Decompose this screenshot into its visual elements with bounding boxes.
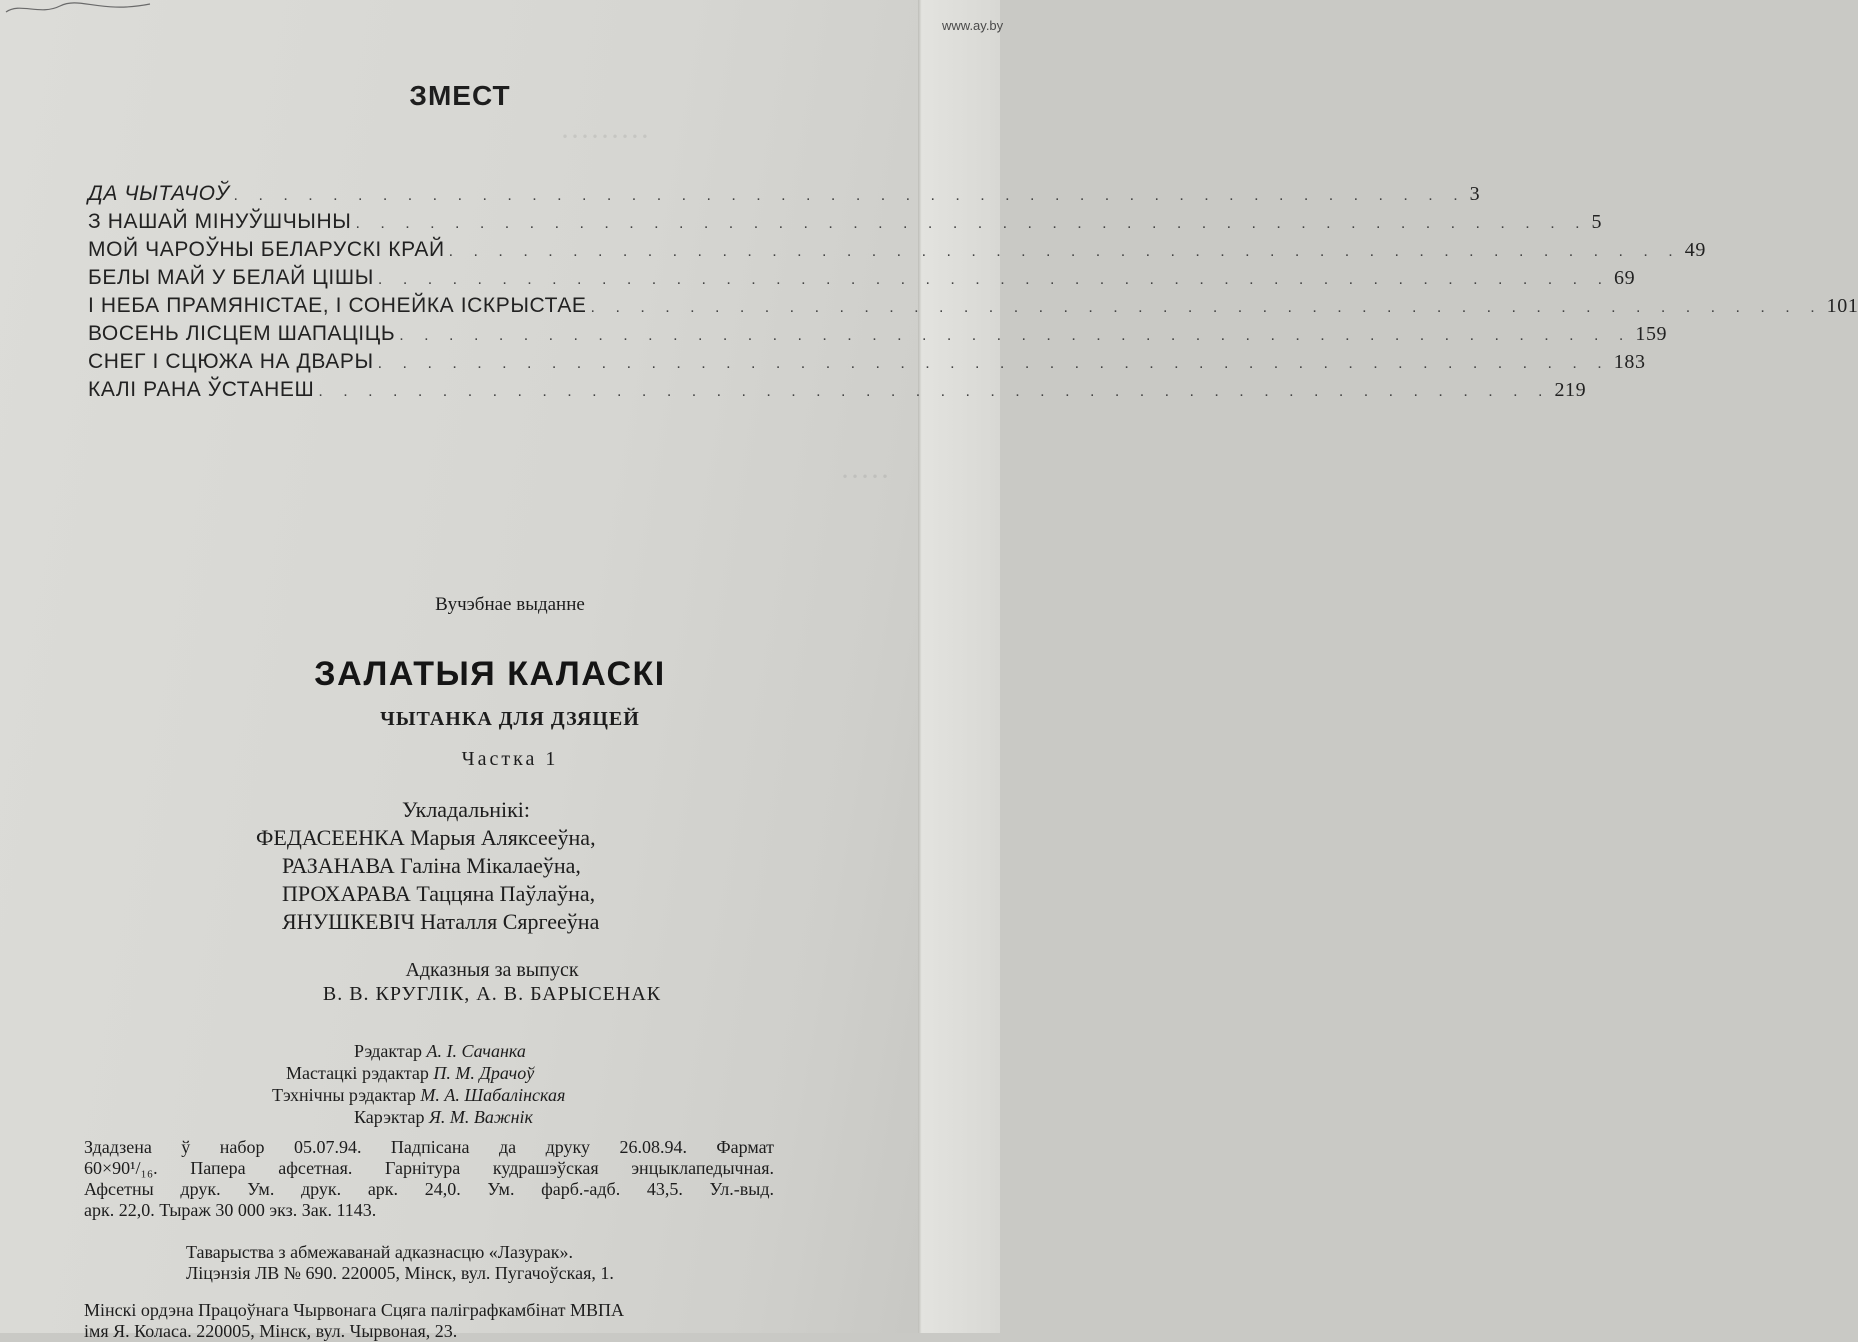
- compiler-name: ФЕДАСЕЕНКА Марыя Аляксееўна,: [256, 825, 596, 850]
- credit-role: Рэдактар: [354, 1041, 422, 1061]
- toc-item-label: МОЙ ЧАРОЎНЫ БЕЛАРУСКІ КРАЙ: [88, 238, 445, 261]
- toc-item: І НЕБА ПРАМЯНІСТАЕ, І СОНЕЙКА ІСКРЫСТАЕ . . . . . . . . . . . . . . . . . . . . . . . . . . . . . . . . . . . . . . . . . . . . . . . . . . 101: [88, 292, 820, 320]
- edition-type: Вучэбнае выданне: [435, 594, 585, 615]
- toc-item-page: 101: [1826, 295, 1858, 317]
- toc-item: ДА ЧЫТАЧОЎ . . . . . . . . . . . . . . . . . . . . . . . . . . . . . . . . . . . . . . . . . . . . . . . . . . 3: [88, 180, 820, 208]
- toc-item-page: 5: [1591, 211, 1603, 233]
- toc-item-label: БЕЛЫ МАЙ У БЕЛАЙ ЦІШЫ: [88, 266, 374, 289]
- toc-item: ВОСЕНЬ ЛІСЦЕМ ШАПАЦІЦЬ . . . . . . . . . . . . . . . . . . . . . . . . . . . . . . . . . . . . . . . . . . . . . . . . . . 159: [88, 320, 820, 348]
- pencil-mark-icon: [0, 0, 160, 18]
- credit-row: [240, 1106, 720, 1128]
- show-through-text: ········· ·····: [560, 120, 890, 493]
- credit-role: Мастацкі рэдактар: [286, 1063, 429, 1083]
- credit-row: [240, 1040, 720, 1062]
- credit-row: [240, 1084, 720, 1106]
- credit-role: Тэхнічны рэдактар: [272, 1085, 416, 1105]
- compiler-name: ПРОХАРАВА Таццяна Паўлаўна,: [282, 881, 596, 906]
- toc-item-label: ДА ЧЫТАЧОЎ: [88, 182, 230, 205]
- toc-item: БЕЛЫ МАЙ У БЕЛАЙ ЦІШЫ . . . . . . . . . . . . . . . . . . . . . . . . . . . . . . . . . . . . . . . . . . . . . . . . . . 69: [88, 264, 820, 292]
- credit-name: М. А. Шабалінская: [420, 1085, 566, 1105]
- imprint-block: [84, 1137, 774, 1221]
- toc-item-label: КАЛІ РАНА ЎСТАНЕШ: [88, 378, 315, 401]
- book-part: Частка 1: [461, 748, 559, 770]
- toc-item-page: 159: [1635, 323, 1668, 345]
- toc-item: КАЛІ РАНА ЎСТАНЕШ . . . . . . . . . . . . . . . . . . . . . . . . . . . . . . . . . . . . . . . . . . . . . . . . . . 219: [88, 376, 820, 404]
- imprint-line: арк. 22,0. Тыраж 30 000 экз. Зак. 1143.: [84, 1200, 377, 1220]
- credit-name: П. М. Драчоў: [433, 1063, 535, 1083]
- compilers-block: [252, 796, 712, 936]
- compilers-heading: Укладальнікі:: [402, 797, 531, 822]
- toc-item-label: І НЕБА ПРАМЯНІСТАЕ, І СОНЕЙКА ІСКРЫСТАЕ: [88, 294, 587, 317]
- toc-item-label: ВОСЕНЬ ЛІСЦЕМ ШАПАЦІЦЬ: [88, 322, 396, 345]
- book-title: ЗАЛАТЫЯ КАЛАСКІ: [314, 655, 666, 693]
- credit-row: [240, 1062, 720, 1084]
- printer-block: [84, 1300, 824, 1342]
- credit-name: А. І. Сачанка: [426, 1041, 526, 1061]
- publisher-block: [186, 1242, 706, 1284]
- publisher-line: Таварыства з абмежаванай адказнасцю «Лазурак».: [186, 1242, 573, 1262]
- toc-item: МОЙ ЧАРОЎНЫ БЕЛАРУСКІ КРАЙ . . . . . . . . . . . . . . . . . . . . . . . . . . . . . . . . . . . . . . . . . . . . . . . . . . 49: [88, 236, 820, 264]
- responsible-block: [272, 958, 712, 1006]
- toc-item-page: 3: [1469, 183, 1481, 205]
- credit-name: Я. М. Важнік: [429, 1107, 533, 1127]
- toc-item: СНЕГ І СЦЮЖА НА ДВАРЫ . . . . . . . . . . . . . . . . . . . . . . . . . . . . . . . . . . . . . . . . . . . . . . . . . . 183: [88, 348, 820, 376]
- book-subtitle: ЧЫТАНКА ДЛЯ ДЗЯЦЕЙ: [380, 708, 640, 730]
- toc-item-label: З НАШАЙ МІНУЎШЧЫНЫ: [88, 210, 352, 233]
- compiler-name: ЯНУШКЕВІЧ Наталля Сяргееўна: [282, 909, 600, 934]
- toc-item-label: СНЕГ І СЦЮЖА НА ДВАРЫ: [88, 350, 374, 373]
- printer-line: Мінскі ордэна Працоўнага Чырвонага Сцяга паліграфкамбінат МВПА: [84, 1300, 624, 1320]
- toc-item-page: 49: [1684, 239, 1706, 261]
- responsible-names: В. В. КРУГЛІК, А. В. БАРЫСЕНАК: [322, 983, 662, 1005]
- imprint-line: Афсетны друк. Ум. друк. арк. 24,0. Ум. фарб.-адб. 43,5. Ул.-выд.: [84, 1179, 774, 1199]
- imprint-line: 60×90¹/₁₆. Папера афсетная. Гарнітура кудрашэўская энцыклапедычная.: [84, 1158, 774, 1178]
- toc-title: ЗМЕСТ: [409, 80, 511, 111]
- printer-line: імя Я. Коласа. 220005, Мінск, вул. Чырвоная, 23.: [84, 1321, 458, 1341]
- responsible-heading: Адказныя за выпуск: [405, 959, 579, 981]
- table-of-contents: [88, 180, 1858, 404]
- toc-item: З НАШАЙ МІНУЎШЧЫНЫ . . . . . . . . . . . . . . . . . . . . . . . . . . . . . . . . . . . . . . . . . . . . . . . . . . 5: [88, 208, 820, 236]
- imprint-line: Здадзена ў набор 05.07.94. Падпісана да друку 26.08.94. Фармат: [84, 1137, 774, 1157]
- credit-role: Карэктар: [354, 1107, 425, 1127]
- watermark: www.ay.by: [942, 18, 1004, 33]
- compiler-name: РАЗАНАВА Галіна Мікалаеўна,: [282, 853, 581, 878]
- toc-item-page: 69: [1614, 267, 1636, 289]
- toc-item-page: 183: [1613, 351, 1646, 373]
- credits-block: [240, 1040, 720, 1128]
- toc-item-page: 219: [1554, 379, 1587, 401]
- publisher-line: Ліцэнзія ЛВ № 690. 220005, Мінск, вул. Пугачоўская, 1.: [186, 1263, 614, 1283]
